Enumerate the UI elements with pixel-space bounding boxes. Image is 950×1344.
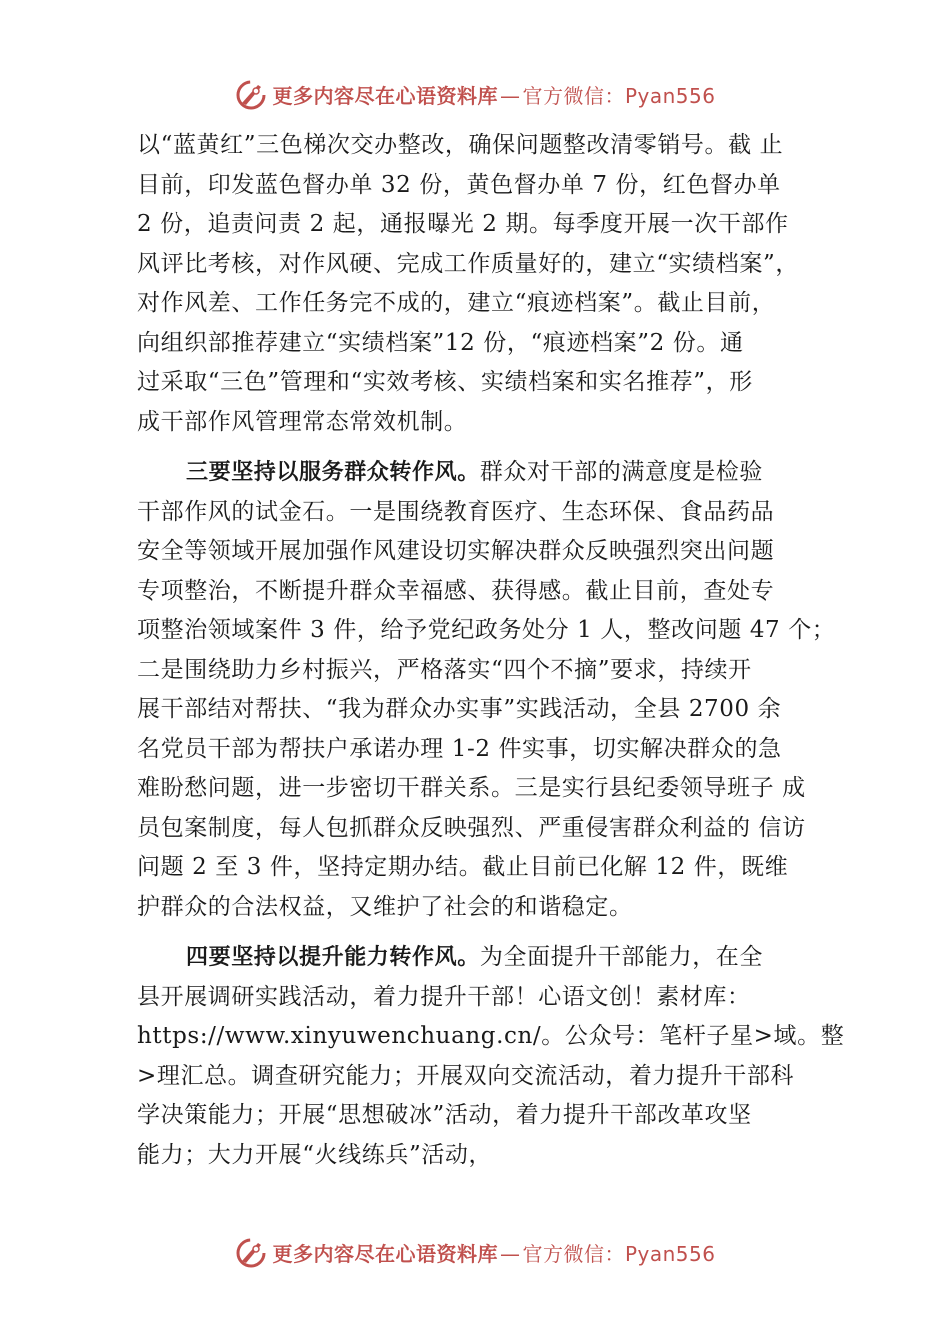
brush-logo-icon	[234, 77, 268, 111]
brush-logo-icon	[234, 1235, 268, 1269]
text-line: 员包案制度，每人包抓群众反映强烈、严重侵害群众利益的 信访	[137, 814, 806, 841]
text-line: 安全等领域开展加强作风建设切实解决群众反映强烈突出问题	[137, 538, 775, 564]
text-line: 2 份，追责问责 2 起，通报曝光 2 期。每季度开展一次干部作	[137, 211, 789, 237]
text-line: 县开展调研实践活动，着力提升干部！心语文创！素材库：	[137, 983, 751, 1010]
text-line: 二是围绕助力乡村振兴，严格落实“四个不摘”要求，持续开	[137, 656, 752, 683]
paragraph-first-line	[137, 453, 843, 493]
paragraph-lead-text: 为全面提升干部能力，在全	[479, 944, 764, 970]
text-line: 问题 2 至 3 件，坚持定期办结。截止目前已化解 12 件，既维	[137, 854, 789, 880]
paragraph-lead-text: 群众对干部的满意度是检验	[479, 459, 764, 485]
text-line: 学决策能力；开展“思想破冰”活动，着力提升干部改革攻坚	[137, 1102, 752, 1128]
text-line: 向组织部推荐建立“实绩档案”12 份，“痕迹档案”2 份。通	[137, 329, 744, 356]
paragraph-1	[137, 126, 843, 442]
paragraph-2	[137, 453, 843, 927]
banner-main-text: 更多内容尽在心语资料库	[272, 83, 498, 108]
text-line: 过采取“三色”管理和“实效考核、实绩档案和实名推荐”，形	[137, 369, 753, 395]
banner-text	[272, 80, 715, 109]
text-line: 项整治领域案件 3 件，给予党纪政务处分 1 人，整改问题 47 个；	[137, 617, 836, 643]
text-line: https://www.xinyuwenchuang.cn/。公众号：笔杆子星>域。整	[137, 1023, 845, 1049]
banner-main-text: 更多内容尽在心语资料库	[272, 1241, 498, 1266]
text-line: 能力；大力开展“火线练兵”活动，	[137, 1141, 493, 1168]
text-line: 专项整治，不断提升群众幸福感、获得感。截止目前，查处专	[137, 577, 775, 604]
banner-wechat-text: 官方微信：Pyan556	[522, 83, 716, 108]
text-line: >理汇总。调查研究能力；开展双向交流活动，着力提升干部科	[137, 1062, 795, 1089]
text-line: 难盼愁问题，进一步密切干群关系。三是实行县纪委领导班子 成	[137, 775, 806, 801]
text-line: 对作风差、工作任务完不成的，建立“痕迹档案”。截止目前，	[137, 290, 776, 316]
banner-text	[272, 1238, 715, 1267]
banner-wechat-text: 官方微信：Pyan556	[522, 1241, 716, 1266]
footer-banner	[0, 1232, 950, 1272]
document-body	[137, 126, 843, 1175]
banner-separator: —	[499, 83, 521, 108]
text-line: 以“蓝黄红”三色梯次交办整改，确保问题整改清零销号。截 止	[137, 132, 784, 158]
paragraph-heading: 三要坚持以服务群众转作风。	[186, 460, 480, 485]
header-banner	[0, 74, 950, 114]
banner-separator: —	[499, 1241, 521, 1266]
text-line: 名党员干部为帮扶户承诺办理 1-2 件实事，切实解决群众的急	[137, 735, 782, 762]
text-line: 风评比考核，对作风硬、完成工作质量好的，建立“实绩档案”，	[137, 250, 799, 277]
text-line: 目前，印发蓝色督办单 32 份，黄色督办单 7 份，红色督办单	[137, 171, 781, 198]
text-line: 成干部作风管理常态常效机制。	[137, 408, 468, 435]
paragraph-3	[137, 938, 843, 1175]
text-line: 干部作风的试金石。一是围绕教育医疗、生态环保、食品药品	[137, 498, 775, 525]
text-line: 护群众的合法权益，又维护了社会的和谐稳定。	[137, 893, 633, 920]
paragraph-first-line	[137, 938, 843, 978]
text-line: 展干部结对帮扶、“我为群众办实事”实践活动，全县 2700 余	[137, 696, 782, 722]
paragraph-heading: 四要坚持以提升能力转作风。	[186, 945, 480, 970]
